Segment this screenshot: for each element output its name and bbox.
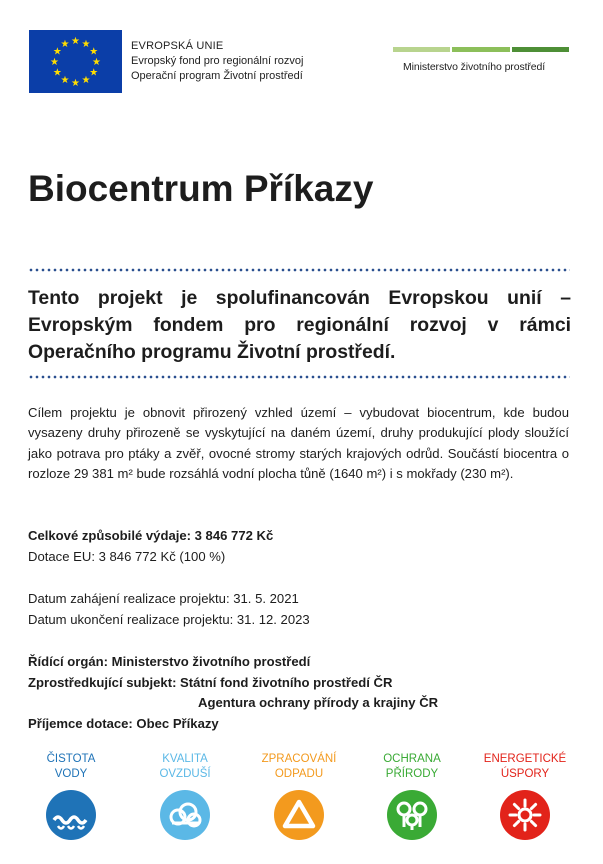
icon-group-energy: [470, 752, 580, 840]
dotted-divider-top: [28, 268, 570, 272]
eu-flag-logo: [29, 30, 122, 93]
icon-label-line-1: ZPRACOVÁNÍ: [261, 753, 337, 765]
icon-label-line-1: KVALITA: [162, 753, 208, 765]
icon-group-waste: [244, 752, 354, 840]
icon-label-line-2: VODY: [54, 768, 88, 780]
total-costs: Celkové způsobilé výdaje: 3 846 772 Kč: [28, 528, 274, 543]
lead-paragraph: Tento projekt je spolufinancován Evropskou unií – Evropským fondem pro regionální rozvoj v rámci Operačního programu Životní prostředí.: [28, 287, 571, 363]
triangle-recycle-icon: [274, 790, 324, 840]
water-icon: [46, 790, 96, 840]
icon-group-water: [16, 752, 126, 840]
svg-text:★: ★: [81, 38, 91, 50]
icon-label-line-2: OVZDUŠÍ: [159, 768, 211, 780]
icon-group-air: [130, 752, 240, 840]
page-title: Biocentrum Příkazy: [28, 168, 374, 209]
intermediary-body-2: Agentura ochrany přírody a krajiny ČR: [198, 695, 439, 710]
svg-text:★: ★: [52, 67, 62, 79]
icon-label-line-1: ENERGETICKÉ: [483, 753, 567, 765]
svg-text:★: ★: [71, 78, 80, 89]
icon-label-line-1: ČISTOTA: [46, 753, 96, 765]
dotted-divider-bottom: [28, 375, 570, 379]
ministry-logo-bars: [393, 47, 569, 52]
project-description: Cílem projektu je obnovit přirozený vzhled území – vybudovat biocentrum, kde budou vysazeny druhy přirozeně se vyskytující na daném území, druhy produkující plody sloužící jako potrava pro ptáky a zvěř, ovocné stromy starých krajových odrůd. Součástí biocentra o rozloze 29 381 m² bude rozsáhlá vodní plocha tůně (1640 m²) i s mokřady (230 m²).: [28, 405, 569, 482]
trees-icon: [387, 790, 437, 840]
svg-text:★: ★: [50, 57, 59, 68]
icon-label-line-2: ÚSPORY: [500, 768, 550, 780]
svg-text:★: ★: [60, 75, 70, 87]
eu-line-2: Evropský fond pro regionální rozvoj: [131, 55, 304, 67]
eu-line-1: EVROPSKÁ UNIE: [131, 40, 224, 52]
eu-grant: Dotace EU: 3 846 772 Kč (100 %): [28, 549, 226, 564]
icon-label-line-2: ODPADU: [274, 768, 324, 780]
icon-group-nature: [357, 752, 467, 840]
svg-text:★: ★: [81, 75, 91, 87]
end-date: Datum ukončení realizace projektu: 31. 12. 2023: [28, 612, 310, 627]
svg-text:★: ★: [92, 57, 101, 68]
recipient: Příjemce dotace: Obec Příkazy: [28, 716, 219, 731]
cloud-icon: [160, 790, 210, 840]
start-date: Datum zahájení realizace projektu: 31. 5. 2021: [28, 591, 299, 606]
eu-text-block: [131, 39, 303, 84]
svg-text:★: ★: [52, 46, 62, 58]
icon-label-line-1: OCHRANA: [383, 753, 441, 765]
icon-label-line-2: PŘÍRODY: [385, 768, 439, 780]
svg-text:★: ★: [71, 36, 80, 47]
svg-text:★: ★: [60, 38, 70, 50]
svg-text:★: ★: [89, 46, 99, 58]
svg-text:★: ★: [89, 67, 99, 79]
ministry-name: Ministerstvo životního prostředí: [403, 61, 546, 73]
eu-line-3: Operační program Životní prostředí: [131, 70, 303, 82]
intermediary-body: Zprostředkující subjekt: Státní fond životního prostředí ČR: [28, 675, 393, 690]
managing-body: Řídící orgán: Ministerstvo životního prostředí: [28, 654, 311, 669]
sun-icon: [500, 790, 550, 840]
eu-stars-icon: [29, 30, 122, 93]
